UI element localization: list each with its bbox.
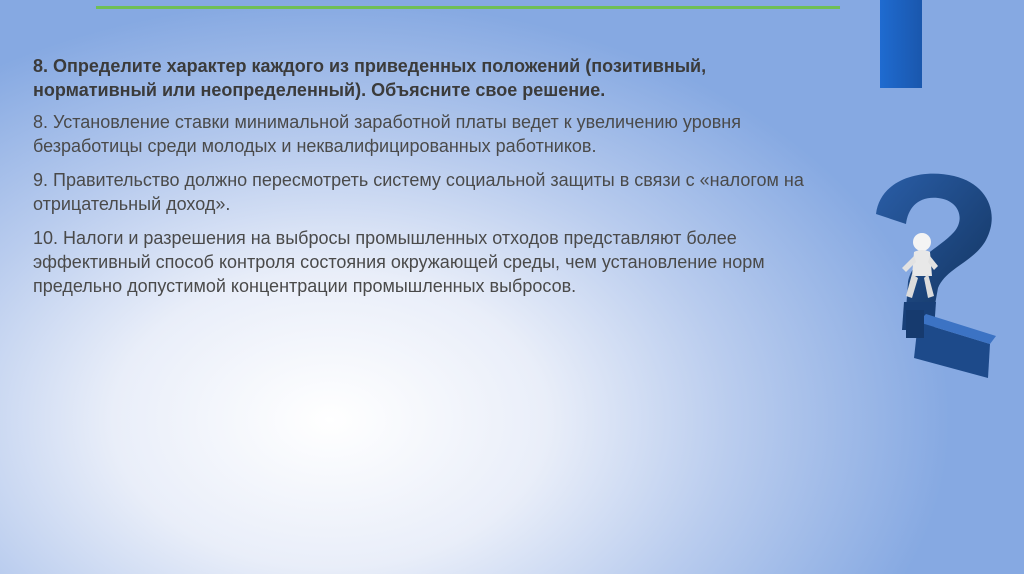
task-heading: 8. Определите характер каждого из приведенных положений (позитивный, нормативный или неопределенный). Объясните свое решение. (33, 56, 707, 100)
statement-8: 8. Установление ставки минимальной заработной платы ведет к увеличению уровня безработицы среди молодых и неквалифицированных работников. (33, 112, 741, 156)
top-accent-line (96, 6, 840, 9)
slide-content (33, 54, 823, 308)
question-mark-with-figure-icon (862, 170, 998, 400)
statement-9: 9. Правительство должно пересмотреть систему социальной защиты в связи с «налогом на отрицательный доход». (33, 170, 804, 214)
statement-10: 10. Налоги и разрешения на выбросы промышленных отходов представляют более эффективный способ контроля состояния окружающей среды, чем установление норм предельно допустимой концентрации промышленных выбросов. (33, 228, 765, 296)
corner-accent-bar (880, 0, 922, 88)
